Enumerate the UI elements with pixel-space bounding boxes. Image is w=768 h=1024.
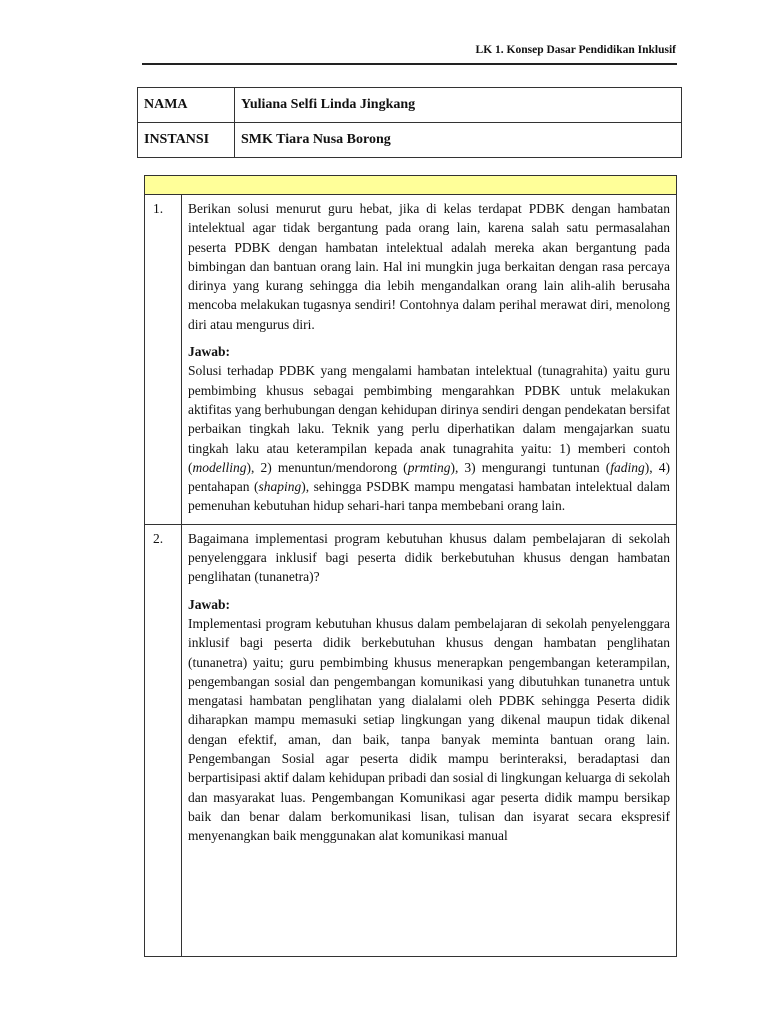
answer-1-term-3: fading <box>610 459 645 475</box>
question-row-1 <box>145 195 677 525</box>
question-number-2: 2. <box>153 530 164 546</box>
questions-table <box>144 175 677 957</box>
answer-1-part-2: ), 2) menuntun/mendorong ( <box>246 459 408 475</box>
instansi-value: SMK Tiara Nusa Borong <box>235 123 682 158</box>
answer-1-term-1: modelling <box>192 459 247 475</box>
instansi-row <box>138 123 682 158</box>
questions-header-cell <box>145 176 677 195</box>
answer-1-term-2: prmting <box>407 459 451 475</box>
nama-row <box>138 88 682 123</box>
answer-text-1 <box>188 361 670 515</box>
question-text-2: Bagaimana implementasi program kebutuhan khusus dalam pembelajaran di sekolah penyelenggara inklusif bagi peserta didik berkebutuhan khusus dengan hambatan penglihatan (tunanetra)? <box>188 530 670 585</box>
answer-1-part-1: Solusi terhadap PDBK yang mengalami hambatan intelektual (tunagrahita) yaitu guru pembimbing khusus sebagai pembimbing mengarahkan PDBK untuk melakukan aktifitas yang berhubungan dengan kehidupan dirinya sendiri dengan pendekatan bersifat perbaikan tingkah laku. Teknik yang perlu diperhatikan dalam mengajarkan suatu tingkah laku atau keterampilan kepada anak tunagrahita yaitu: 1) memberi contoh ( <box>188 363 670 475</box>
question-body-1 <box>182 195 677 525</box>
answer-1-term-4: shaping <box>258 479 302 495</box>
answer-text-2: Implementasi program kebutuhan khusus dalam pembelajaran di sekolah penyelenggara inklusif bagi peserta didik berkebutuhan khusus dengan hambatan penglihatan (tunanetra) yaitu; guru pembimbing khusus menerapkan pengembangan keterampilan, pengembangan sosial dan pengembangan komunikasi yang dibutuhkan tunanetra untuk mengatasi hambatan penglihatan yang dialalami oleh PDBK sehingga Peserta didik diharapkan mampu memasuki setiap lingkungan yang dikenal maupun tidak dikenal dengan efektif, aman, dan baik, tanpa banyak meminta bantuan orang lain. Pengembangan Sosial agar peserta didik mampu berinteraksi, beradaptasi dan berpartisipasi aktif dalam kehidupan pribadi dan sosial di lingkungan keluarga di sekolah dan masyarakat luas. Pengembangan Komunikasi agar peserta didik mampu bersikap baik dan benar dalam berkomunikasi lisan, tulisan dan isyarat secara ekspresif menyenangkan baik menggunakan alat komunikasi manual <box>188 615 670 844</box>
question-text-1: Berikan solusi menurut guru hebat, jika di kelas terdapat PDBK dengan hambatan intelektual agar tidak bergantung pada orang lain, karena salah satu permasalahan peserta PDBK dengan hambatan intelektual adalah mereka akan bergantung pada bimbingan dan bantuan orang lain. Hal ini mungkin juga berkaitan dengan rasa percaya dirinya yang kurang sehingga dia lebih mengandalkan orang lain alih-alih berusaha mencoba melakukan tugasnya sendiri! Contohnya dalam perihal merawat diri, menolong diri atau mengurus diri. <box>188 201 670 332</box>
header-rule <box>142 63 677 65</box>
answer-1-part-3: ), 3) mengurangi tuntunan ( <box>450 459 611 475</box>
instansi-label: INSTANSI <box>138 123 235 158</box>
nama-label: NAMA <box>138 88 235 123</box>
answer-label-1: Jawab: <box>188 344 231 360</box>
nama-value: Yuliana Selfi Linda Jingkang <box>235 88 682 123</box>
question-number-1: 1. <box>153 201 164 216</box>
question-row-2 <box>145 524 677 956</box>
answer-clip-2 <box>188 614 670 948</box>
answer-1-part-5: ), sehingga PSDBK mampu mengatasi hambatan intelektual dalam pemenuhan kebutuhan hidup sehari-hari tanpa membebani orang lain. <box>188 479 671 514</box>
questions-header-row <box>145 176 677 195</box>
document-header: LK 1. Konsep Dasar Pendidikan Inklusif <box>475 44 676 56</box>
answer-1-part-4: ), 4) pentahapan ( <box>188 459 670 495</box>
answer-label-2: Jawab: <box>188 596 231 612</box>
question-body-2 <box>182 524 677 956</box>
identity-table <box>137 87 682 158</box>
